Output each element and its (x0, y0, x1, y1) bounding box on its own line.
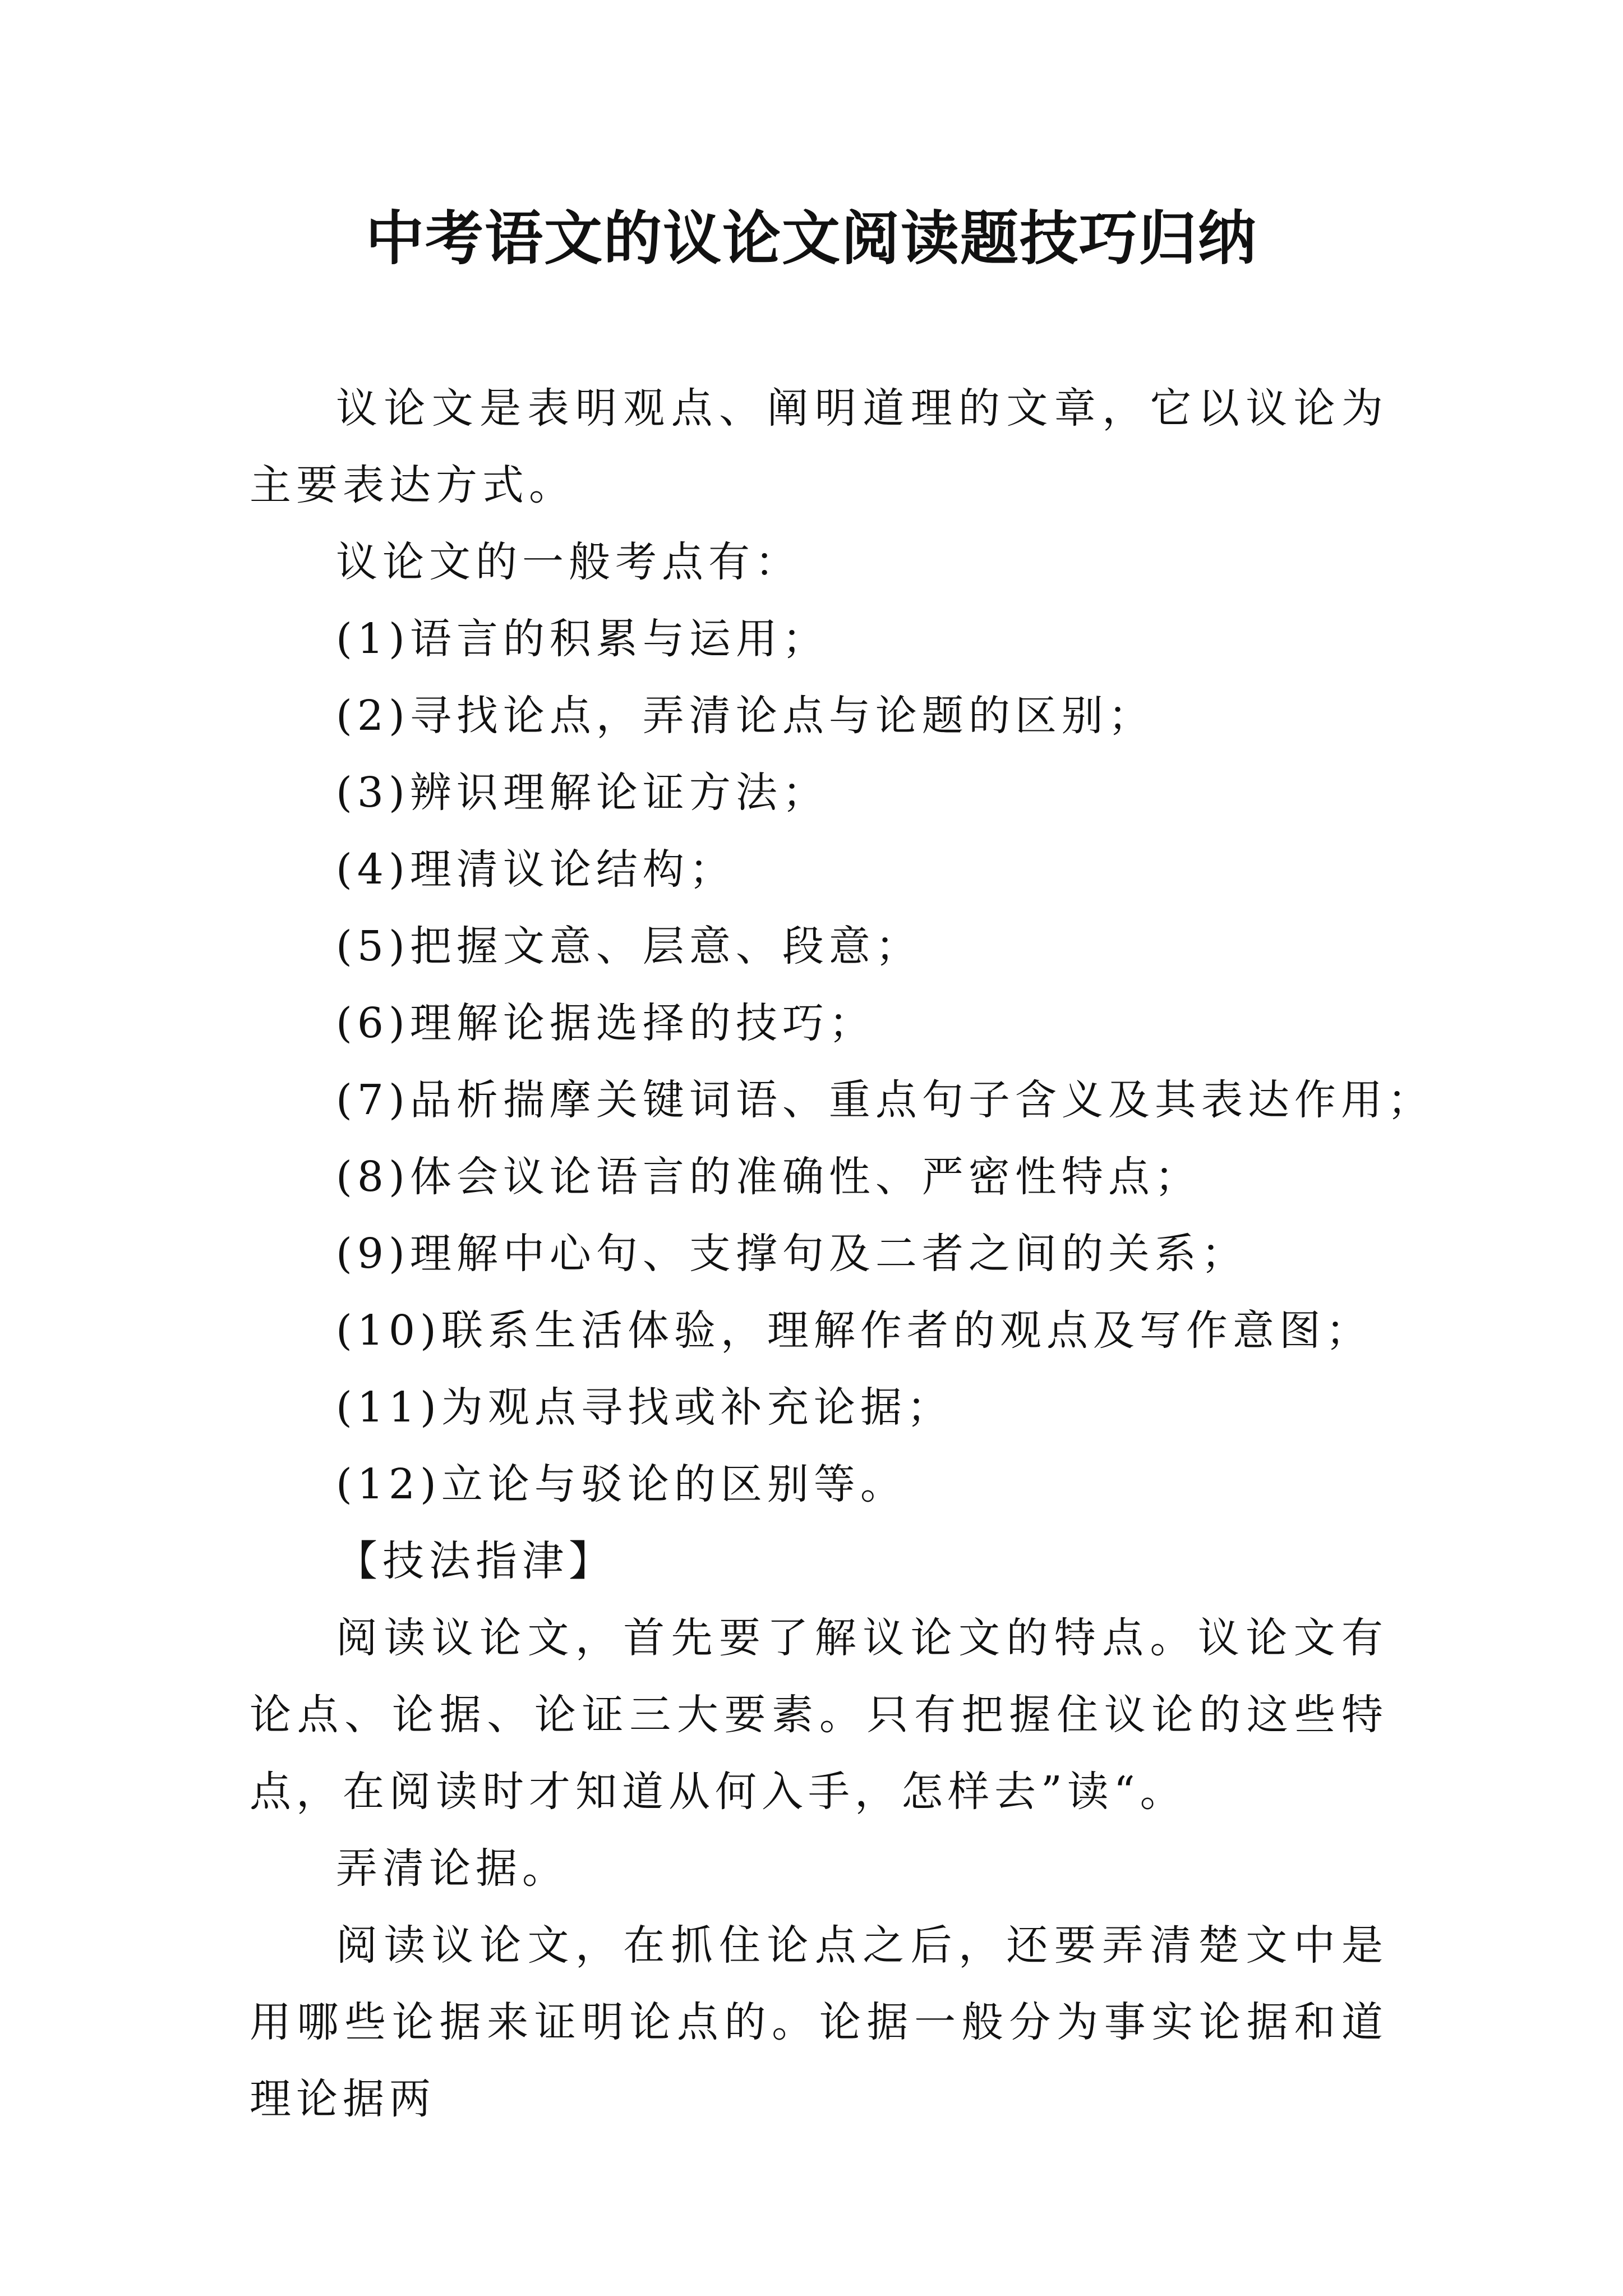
point-item: (12)立论与驳论的区别等。 (336, 1460, 907, 1508)
point-item: (9)理解中心句、支撑句及二者之间的关系； (336, 1230, 1248, 1278)
points-heading: 议论文的一般考点有： (336, 538, 801, 586)
document-title: 中考语文的议论文阅读题技巧归纳 (365, 204, 1257, 273)
subheading: 弄清论据。 (336, 1844, 569, 1893)
intro-paragraph: 议论文是表明观点、阐明道理的文章，它以议论为主要表达方式。 (250, 384, 1388, 509)
point-item: (3)辨识理解论证方法； (336, 769, 829, 817)
point-item: (5)把握文意、层意、段意； (336, 922, 922, 970)
body-paragraph: 阅读议论文，在抓住论点之后，还要弄清楚文中是用哪些论据来证明论点的。论据一般分为事实论据和道理论据两 (250, 1921, 1388, 2123)
point-item: (10)联系生活体验，理解作者的观点及写作意图； (336, 1306, 1372, 1355)
point-item: (11)为观点寻找或补充论据； (336, 1383, 953, 1432)
point-item: (2)寻找论点，弄清论点与论题的区别； (336, 692, 1155, 740)
section-heading: 【技法指津】 (336, 1537, 615, 1585)
point-item: (8)体会议论语言的准确性、严密性特点； (336, 1153, 1201, 1201)
body-paragraph: 阅读议论文，首先要了解议论文的特点。议论文有论点、论据、论证三大要素。只有把握住议论的这些特点，在阅读时才知道从何入手，怎样去”读“。 (250, 1614, 1388, 1816)
point-item: (1)语言的积累与运用； (336, 615, 829, 663)
point-item: (4)理清议论结构； (336, 845, 736, 894)
point-item: (6)理解论据选择的技巧； (336, 999, 875, 1047)
document-body (250, 370, 1434, 2138)
point-item: (7)品析揣摩关键词语、重点句子含义及其表达作用； (336, 1076, 1434, 1124)
